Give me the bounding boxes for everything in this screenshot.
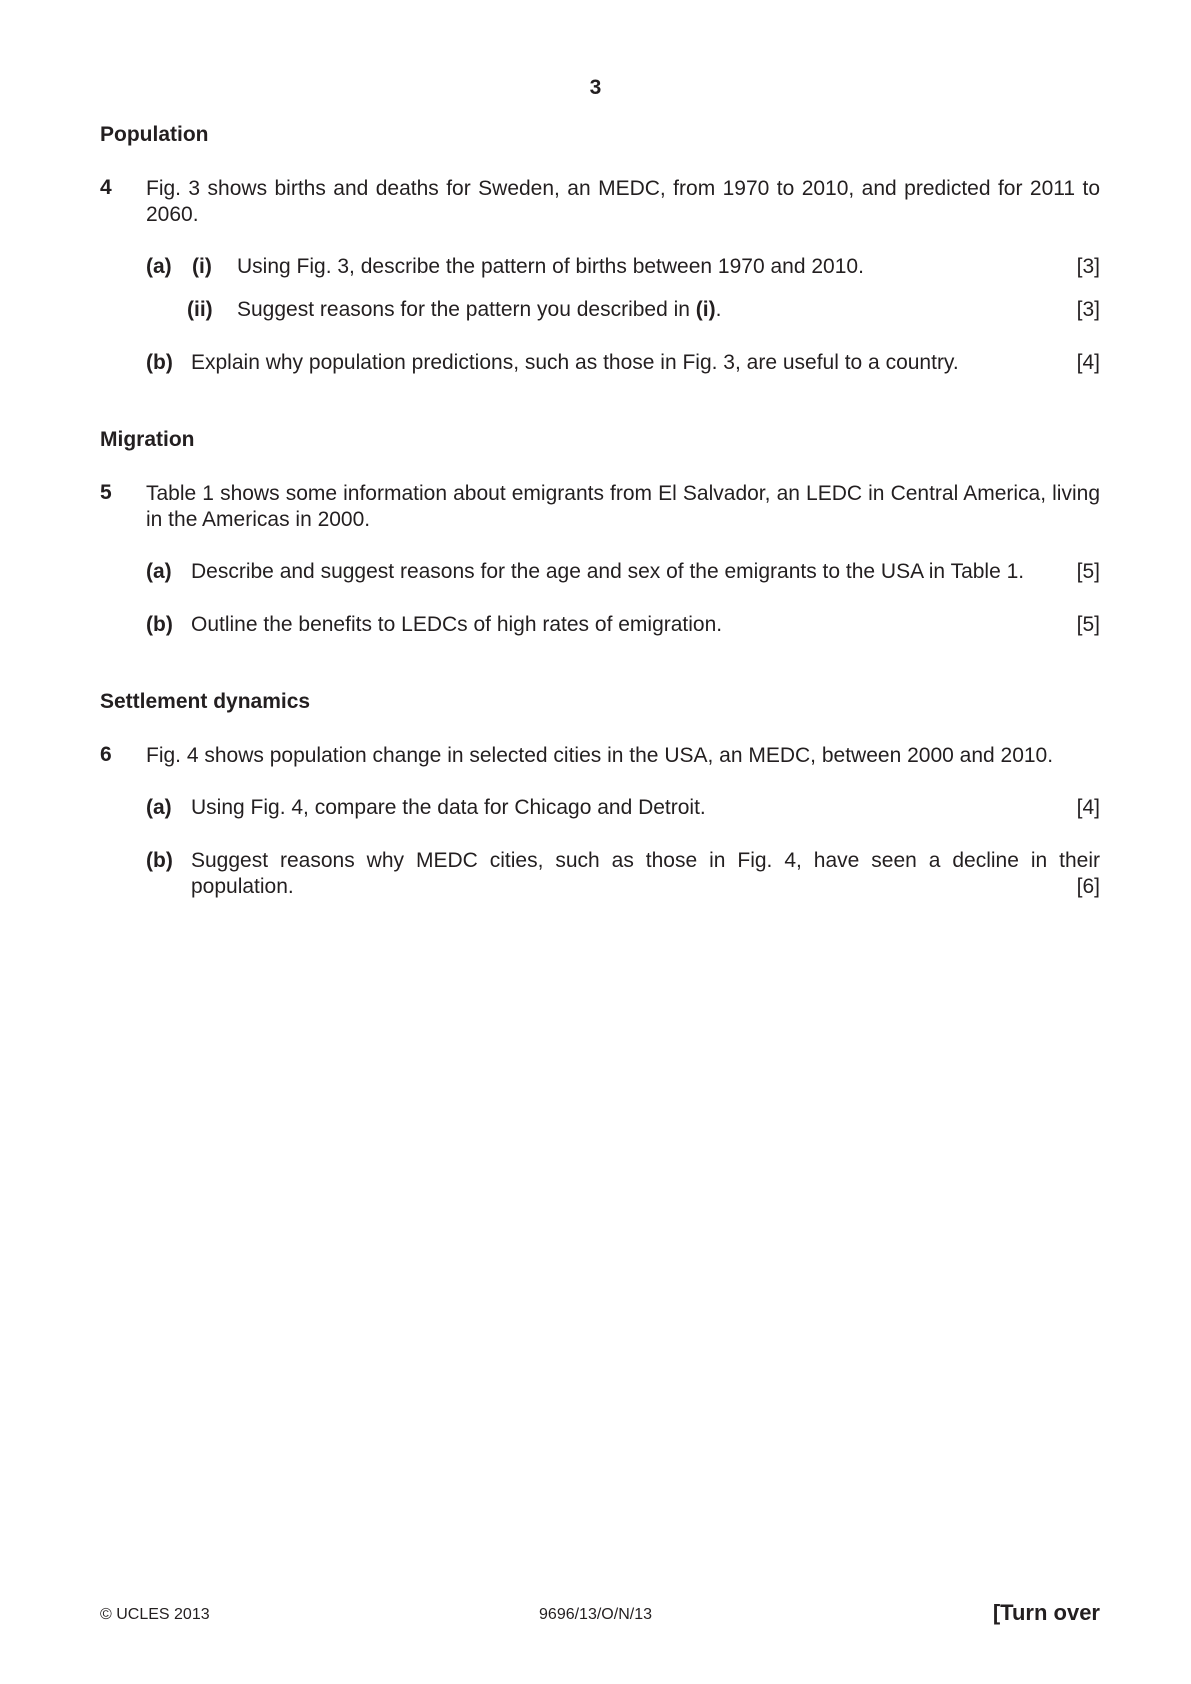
part-label-b: (b): [146, 849, 173, 872]
question-4a-ii-text: [237, 297, 721, 323]
mark-allocation: [5]: [1076, 560, 1100, 583]
question-number-5: 5: [100, 481, 112, 504]
question-6b-text-line2: population.: [191, 875, 294, 898]
question-number-4: 4: [100, 176, 112, 199]
mark-allocation: [3]: [1076, 298, 1100, 321]
question-4b-text: Explain why population predictions, such as those in Fig. 3, are useful to a country.: [191, 351, 959, 374]
question-5a-text: Describe and suggest reasons for the age and sex of the emigrants to the USA in Table 1.: [191, 560, 1025, 583]
question-4a-i-text: Using Fig. 3, describe the pattern of births between 1970 and 2010.: [237, 255, 864, 278]
question-4a-ii: [146, 297, 1100, 325]
mark-allocation: [3]: [1076, 255, 1100, 278]
question-number-6: 6: [100, 743, 112, 766]
question-5b: [146, 612, 1100, 640]
part-label-a: (a): [146, 255, 172, 278]
mark-allocation: [5]: [1076, 613, 1100, 636]
question-4a-ii-text-end: .: [715, 298, 722, 321]
subpart-label-i: (i): [192, 255, 212, 278]
question-6-stem: Fig. 4 shows population change in selected cities in the USA, an MEDC, between 2000 and 2010.: [146, 744, 1054, 767]
section-heading-population: Population: [100, 123, 209, 146]
part-label-a: (a): [146, 560, 172, 583]
subpart-label-ii: (ii): [187, 298, 213, 321]
footer-paper-code: 9696/13/O/N/13: [539, 1606, 652, 1623]
question-6a-text: Using Fig. 4, compare the data for Chicago and Detroit.: [191, 796, 706, 819]
question-5-stem: Table 1 shows some information about emigrants from El Salvador, an LEDC in Central America, living in the Americas in 2000.: [146, 482, 1100, 531]
question-6b-text-line1: Suggest reasons why MEDC cities, such as those in Fig. 4, have seen a decline in their: [191, 849, 1100, 872]
part-label-a: (a): [146, 796, 172, 819]
question-4a-ii-ref: (i): [695, 298, 716, 321]
footer-copyright: © UCLES 2013: [100, 1606, 210, 1623]
question-4a-ii-text-main: Suggest reasons for the pattern you described in: [237, 298, 696, 321]
question-4a-i: [146, 254, 1100, 282]
question-5b-text: Outline the benefits to LEDCs of high rates of emigration.: [191, 613, 723, 636]
page-number: 3: [589, 76, 602, 99]
mark-allocation: [4]: [1076, 351, 1100, 374]
section-heading-migration: Migration: [100, 428, 195, 451]
question-4-stem: Fig. 3 shows births and deaths for Sweden, an MEDC, from 1970 to 2010, and predicted for 2011 to 2060.: [146, 177, 1100, 226]
mark-allocation: [6]: [1076, 875, 1100, 898]
footer-turn-over: [Turn over: [992, 1600, 1100, 1625]
mark-allocation: [4]: [1076, 796, 1100, 819]
question-6a: [146, 795, 1100, 823]
question-4b: [146, 350, 1100, 378]
question-6b: [146, 848, 1100, 904]
part-label-b: (b): [146, 613, 173, 636]
section-heading-settlement-dynamics: Settlement dynamics: [100, 690, 311, 713]
part-label-b: (b): [146, 351, 173, 374]
question-5a: [146, 559, 1100, 587]
